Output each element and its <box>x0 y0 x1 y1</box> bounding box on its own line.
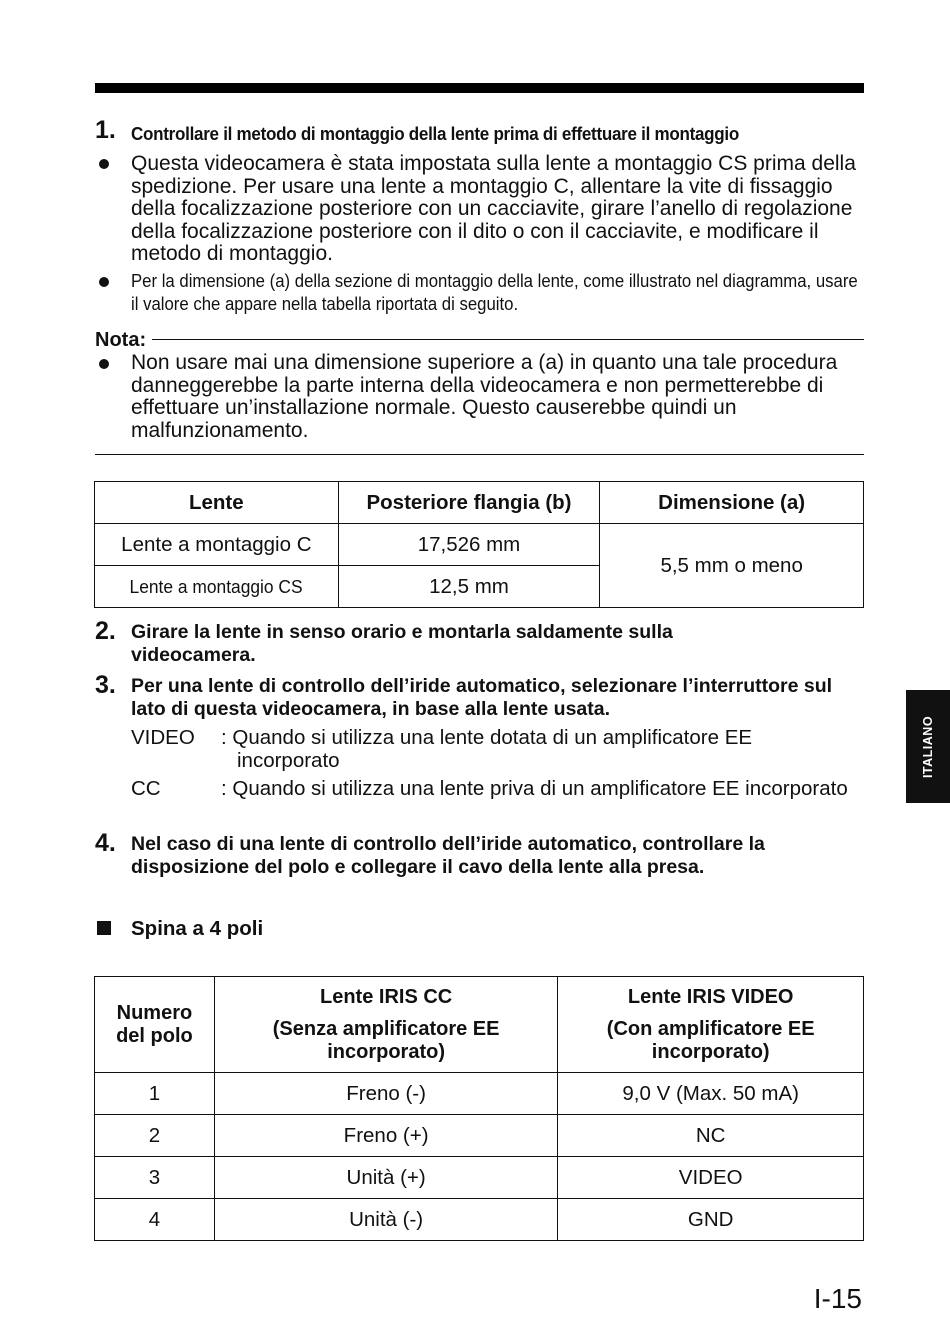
note-bottom-rule <box>95 454 864 455</box>
bullet-icon <box>99 159 109 169</box>
note-label: Nota: <box>95 329 147 351</box>
header-text: Numero del polo <box>116 1001 193 1047</box>
option-key: CC <box>131 777 161 800</box>
bullet-icon <box>99 277 109 287</box>
table-row <box>95 1073 864 1115</box>
table-row <box>95 1199 864 1241</box>
language-tab <box>906 690 950 803</box>
step-number: 1. <box>95 116 116 144</box>
step-heading: Per una lente di controllo dell’iride automatico, selezionare l’interruttore sul lato di questa videocamera, in base alla lente usata. <box>131 675 833 720</box>
page-number: I-15 <box>813 1283 862 1314</box>
header-subtitle: (Con amplificatore EE incorporato) <box>606 1017 815 1063</box>
table-cell: Unità (+) <box>214 1157 558 1199</box>
table-cell: 17,526 mm <box>338 524 600 566</box>
bullet-icon <box>99 359 109 369</box>
option-key: VIDEO <box>131 726 195 749</box>
step-heading: Girare la lente in senso orario e montarla saldamente sulla videocamera. <box>131 621 673 666</box>
header-subtitle: (Senza amplificatore EE incorporato) <box>272 1017 500 1063</box>
table-cell: 3 <box>95 1157 215 1199</box>
step-heading: Controllare il metodo di montaggio della lente prima di effettuare il montaggio <box>131 123 739 144</box>
table-row <box>95 1115 864 1157</box>
header-title: Lente IRIS CC <box>319 985 453 1008</box>
header-cell: Posteriore flangia (b) <box>338 482 600 524</box>
pole-table <box>94 976 864 1241</box>
table-row <box>95 1157 864 1199</box>
header-title: Lente IRIS VIDEO <box>627 985 794 1008</box>
header-cell: Dimensione (a) <box>600 482 864 524</box>
table-row <box>95 524 864 566</box>
bullet-text: Per la dimensione (a) della sezione di montaggio della lente, come illustrato nel diagramma, usare il valore che appare nella tabella riportata di seguito. <box>131 271 858 314</box>
table-cell: Freno (-) <box>214 1073 558 1115</box>
table-cell: VIDEO <box>558 1157 864 1199</box>
bullet-text: Questa videocamera è stata impostata sulla lente a montaggio CS prima della spedizione. Per usare una lente a montaggio C, allentare la vite di fissaggio della focalizzazione posteriore con un cacciavite, girare l’anello di regolazione della focalizzazione posteriore con il dito o con il cacciavite, e modificare il metodo di montaggio. <box>131 152 856 265</box>
table-cell: Lente a montaggio C <box>95 524 339 566</box>
table-header-row <box>95 977 864 1073</box>
table-cell: NC <box>558 1115 864 1157</box>
header-cell <box>95 977 215 1073</box>
square-bullet-icon <box>97 921 111 935</box>
table-cell: Freno (+) <box>214 1115 558 1157</box>
table-cell: 4 <box>95 1199 215 1241</box>
header-cell <box>558 977 864 1073</box>
table-cell-merged: 5,5 mm o meno <box>600 524 864 608</box>
header-cell <box>214 977 558 1073</box>
step-number: 3. <box>95 671 116 699</box>
header-cell: Lente <box>95 482 339 524</box>
step-heading: Nel caso di una lente di controllo dell’iride automatico, controllare la disposizione del polo e collegare il cavo della lente alla presa. <box>131 833 765 878</box>
option-desc: : Quando si utilizza una lente priva di un amplificatore EE incorporato <box>221 777 848 800</box>
language-tab-label: ITALIANO <box>921 715 935 778</box>
step-number: 4. <box>95 829 116 857</box>
option-desc: : Quando si utilizza una lente dotata di un amplificatore EE incorporato <box>221 726 753 772</box>
cell-text: Lente a montaggio CS <box>129 575 303 597</box>
table-cell <box>95 566 339 608</box>
table-cell: 2 <box>95 1115 215 1157</box>
table-cell: GND <box>558 1199 864 1241</box>
table-cell: 12,5 mm <box>338 566 600 608</box>
table-cell: 1 <box>95 1073 215 1115</box>
table-header-row <box>95 482 864 524</box>
table-cell: 9,0 V (Max. 50 mA) <box>558 1073 864 1115</box>
lens-table <box>94 481 864 608</box>
step-number: 2. <box>95 617 116 645</box>
plug-label: Spina a 4 poli <box>131 917 264 940</box>
top-rule <box>95 83 864 93</box>
note-text: Non usare mai una dimensione superiore a (a) in quanto una tale procedura danneggerebbe la parte interna della videocamera e non permetterebbe di effettuare un’installazione normale. Questo causerebbe quindi un malfunzionamento. <box>131 351 838 442</box>
note-rule <box>152 339 864 340</box>
table-cell: Unità (-) <box>214 1199 558 1241</box>
